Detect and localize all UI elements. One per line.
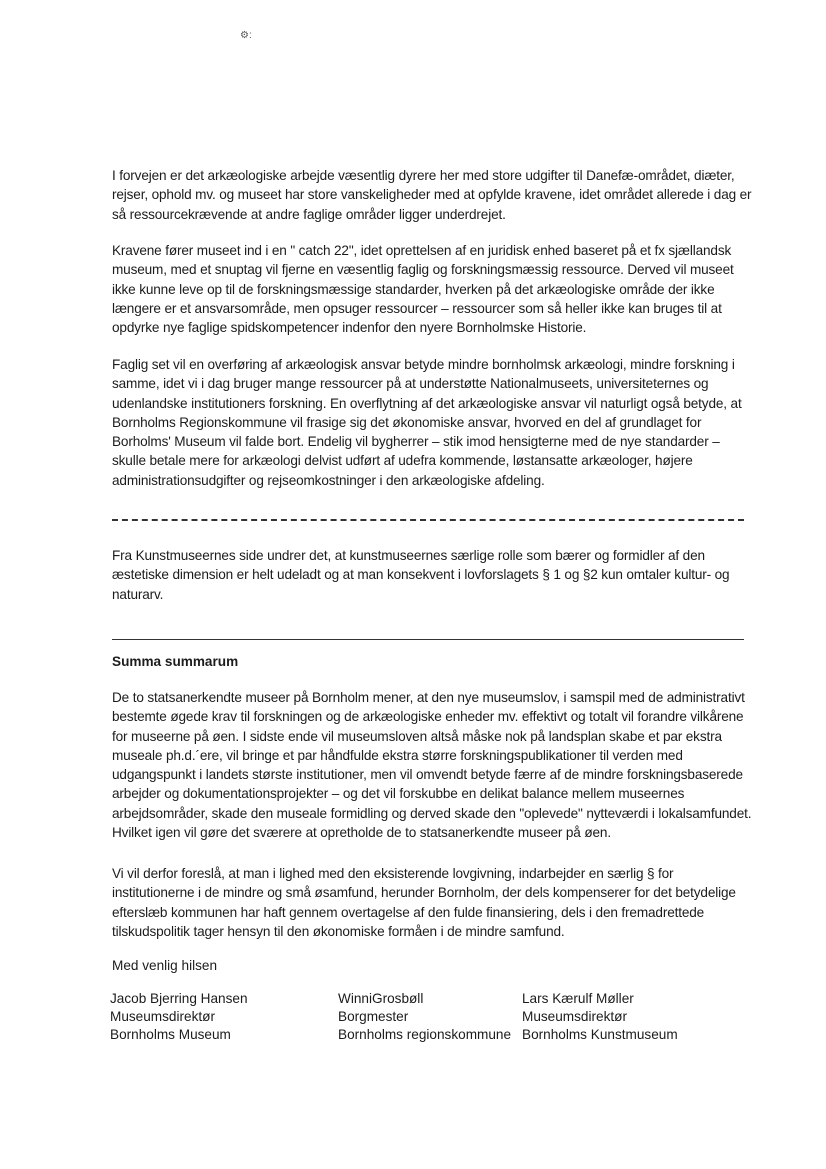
scan-mark: ⚙: xyxy=(240,30,252,41)
closing-greeting: Med venlig hilsen xyxy=(112,958,218,973)
signature-org: Bornholms Museum xyxy=(110,1027,231,1042)
signature-block xyxy=(110,990,248,1044)
solid-divider xyxy=(112,639,744,640)
signature-org: Bornholms Kunstmuseum xyxy=(522,1027,678,1042)
paragraph-danefae-costs: I forvejen er det arkæologiske arbejde væsentlig dyrere her med store udgifter til Danefæ-området, diæter, rejser, ophold mv. og museet har store vanskeligheder med at opfylde kravene, idet området allerede i dag er så ressourcekrævende at andre faglige områder ligger underdrejet. xyxy=(112,168,752,222)
signature-title: Museumsdirektør xyxy=(522,1009,627,1024)
paragraph-art-museums: Fra Kunstmuseernes side undrer det, at kunstmuseernes særlige rolle som bærer og formidler af den æstetiske dimension er helt udeladt og at man konsekvent i lovforslagets § 1 og §2 kun omtaler kultur- og naturarv. xyxy=(112,548,730,602)
paragraph-proposal: Vi vil derfor foreslå, at man i lighed med den eksisterende lovgivning, indarbejder en særlig § for institutionerne i de mindre og små øsamfund, herunder Bornholm, der dels kompenserer for det betydelige efterslæb kommunen har haft gennem overtagelse af den fulde finansiering, dels i den fremadrettede tilskudspolitik tager hensyn til den økonomiske formåen i de mindre samfund. xyxy=(112,866,736,939)
signature-title: Borgmester xyxy=(338,1009,409,1024)
summary-heading: Summa summarum xyxy=(112,654,239,669)
dashed-divider xyxy=(112,519,744,521)
signature-block xyxy=(522,990,678,1044)
paragraph-summary: De to statsanerkendte museer på Bornholm mener, at den nye museumslov, i samspil med de administrativt bestemte øgede krav til forskningen og de arkæologiske enheder mv. effektivt og totalt vil forandre vilkårene for museerne på øen. I sidste ende vil museumsloven altså måske nok på landsplan skabe et par ekstra museale ph.d.´ere, vil bringe et par håndfulde ekstra større forskningspublikationer til verden med udgangspunkt i landets største institutioner, men vil omvendt betyde færre af de mindre forskningsbaserede arbejder og dokumentationsprojekter – og det vil forskubbe en delikat balance mellem museernes arbejdsområder, skade den museale formidling og derved skade den "oplevede" nytteværdi i lokalsamfundet. Hvilket igen vil gøre det sværere at opretholde de to statsanerkendte museer på øen. xyxy=(112,690,752,841)
signature-block xyxy=(338,990,511,1044)
paragraph-catch-22: Kravene fører museet ind i en " catch 22", idet oprettelsen af en juridisk enhed baseret på et fx sjællandsk museum, med et snuptag vil fjerne en væsentlig faglig og forskningsmæssig ressource. Derved vil museet ikke kunne leve op til de forskningsmæssige standarder, hverken på det arkæologiske område der ikke længere er et ansvarsområde, men opsuger ressourcer – ressourcer som så heller ikke kan bruges til at opdyrke nye faglige spidskompetencer indenfor den nyere Bornholmske Historie. xyxy=(112,243,734,336)
signature-title: Museumsdirektør xyxy=(110,1009,215,1024)
signature-name: Jacob Bjerring Hansen xyxy=(110,991,248,1006)
paragraph-archaeology-transfer: Faglig set vil en overføring af arkæologisk ansvar betyde mindre bornholmsk arkæologi, mindre forskning i samme, idet vi i dag bruger mange ressourcer på at understøtte Nationalmuseets, universiteternes og udenlandske institutioners forskning. En overflytning af det arkæologiske ansvar vil naturligt også betyde, at Bornholms Regionskommune vil frasige sig det økonomiske ansvar, hvorved en del af grundlaget for Borholms' Museum vil falde bort. Endelig vil bygherrer – stik imod hensigterne med de nye standarder – skulle betale mere for arkæologi delvist udført af udefra kommende, løstansatte arkæologer, højere administrationsudgifter og rejseomkostninger i den arkæologiske afdeling. xyxy=(112,357,742,488)
signature-name: Lars Kærulf Møller xyxy=(522,991,634,1006)
signature-name: WinniGrosbøll xyxy=(338,991,424,1006)
signature-org: Bornholms regionskommune xyxy=(338,1027,512,1042)
